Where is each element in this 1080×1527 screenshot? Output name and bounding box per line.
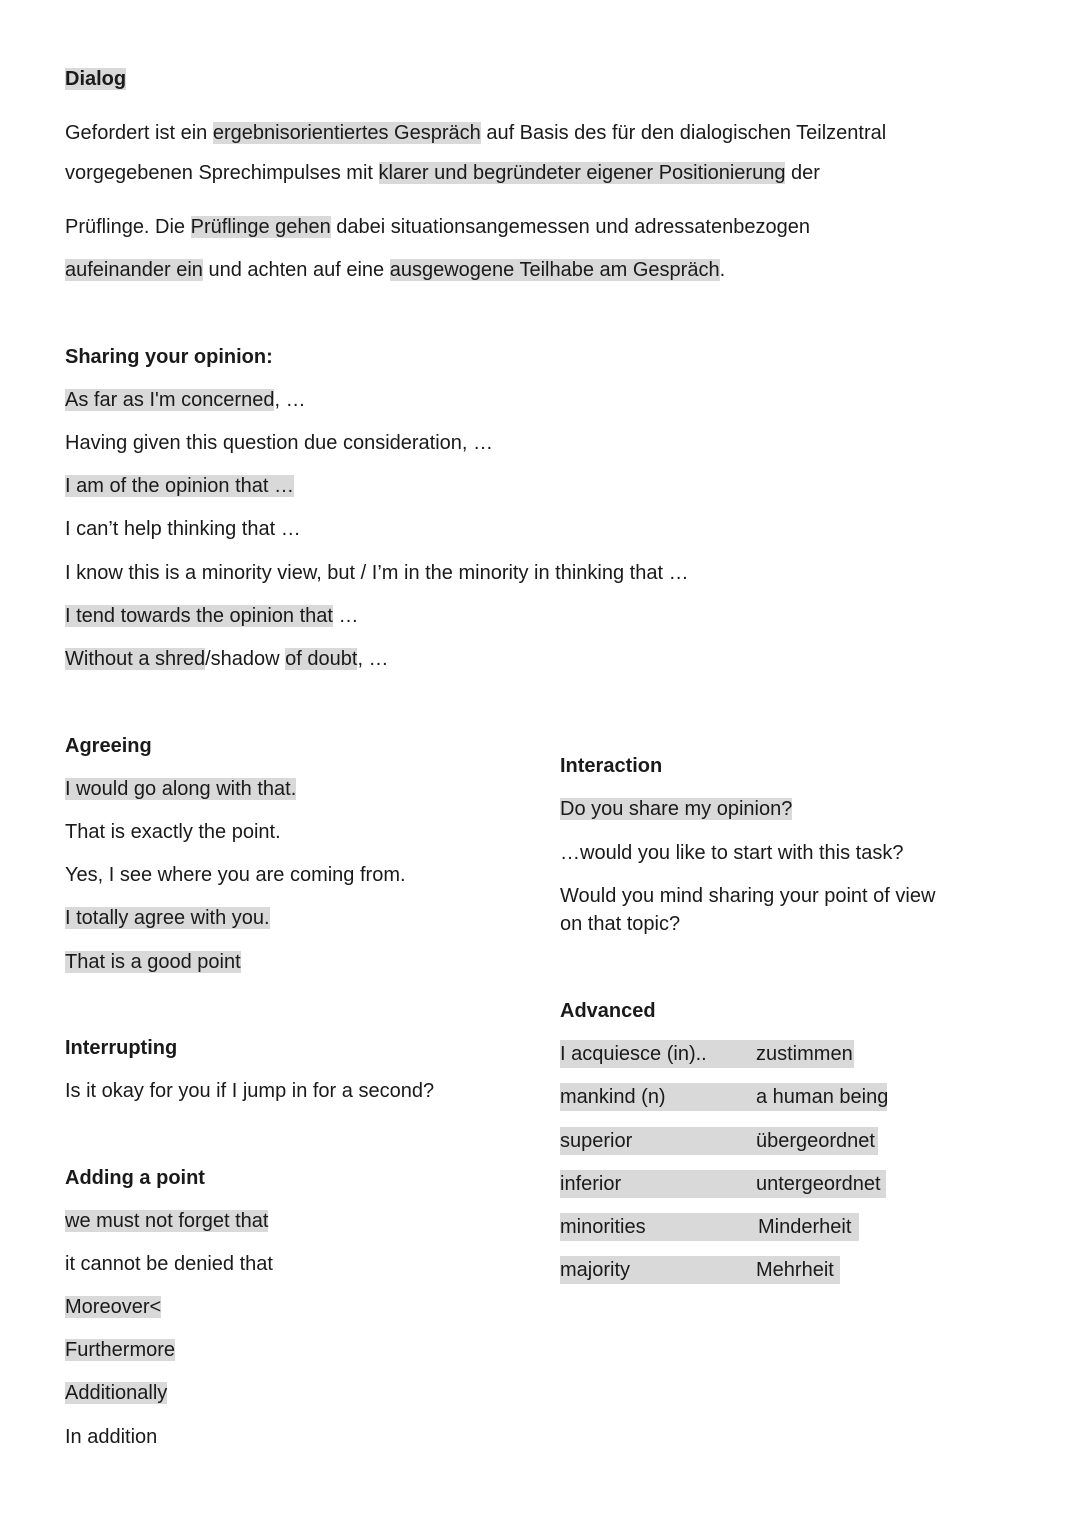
adding-phrase: it cannot be denied that [65,1253,273,1275]
phrase-highlight: That is a good point [65,951,241,973]
phrase-highlight: As far as I'm concerned [65,389,275,411]
adding-phrase [65,1293,161,1321]
vocab-meaning: übergeordnet [756,1127,878,1155]
phrase-text: … [332,605,359,627]
dialog-text: vorgegebenen Sprechimpulses mit [65,162,379,184]
vocab-term: inferior [560,1170,756,1198]
dialog-text: auf Basis des für den dialogischen Teilzentral [480,122,887,144]
opinion-phrase: I can’t help thinking that … [65,518,301,540]
agreeing-phrase [65,948,241,976]
dialog-paragraph-line-3 [65,213,810,241]
phrase-highlight: of doubt [285,648,358,670]
phrase-highlight: Do you share my opinion? [560,798,793,820]
vocab-meaning: a human being [756,1083,887,1111]
phrase-text: , … [357,648,389,670]
dialog-title: Dialog [65,68,127,90]
agreeing-phrase: Yes, I see where you are coming from. [65,864,406,886]
phrase-text: , … [274,389,306,411]
vocab-row [560,1213,859,1241]
phrase-text: /shadow [205,648,286,670]
dialog-paragraph-line-2 [65,159,820,187]
dialog-text: der [785,162,820,184]
dialog-text: dabei situationsangemessen und adressatenbezogen [330,216,810,238]
dialog-text: Prüflinge. Die [65,216,191,238]
agreeing-heading: Agreeing [65,735,152,757]
dialog-heading [65,65,126,93]
opinion-phrase [65,602,359,630]
vocab-term: I acquiesce (in).. [560,1040,756,1068]
interrupting-phrase: Is it okay for you if I jump in for a second? [65,1080,435,1102]
vocab-term: majority [560,1256,756,1284]
dialog-highlight: ausgewogene Teilhabe am Gespräch [389,259,720,281]
phrase-highlight: Moreover< [65,1296,162,1318]
vocab-term: superior [560,1127,756,1155]
opinion-heading: Sharing your opinion: [65,346,273,368]
opinion-phrase [65,386,306,414]
vocab-row [560,1256,840,1284]
adding-phrase [65,1379,167,1407]
opinion-phrase [65,645,389,673]
dialog-text: und achten auf eine [202,259,390,281]
vocab-meaning: untergeordnet [756,1170,886,1198]
advanced-heading: Advanced [560,1000,656,1022]
agreeing-phrase [65,775,296,803]
agreeing-phrase [65,904,270,932]
phrase-highlight: I am of the opinion that … [65,475,295,497]
dialog-highlight: Prüflinge gehen [190,216,331,238]
phrase-highlight: we must not forget that [65,1210,269,1232]
opinion-phrase: Having given this question due consideration, … [65,432,494,454]
phrase-highlight: I tend towards the opinion that [65,605,333,627]
adding-heading: Adding a point [65,1167,205,1189]
interaction-phrase: …would you like to start with this task? [560,842,904,864]
dialog-text: Gefordert ist ein [65,122,213,144]
phrase-highlight: Furthermore [65,1339,176,1361]
interrupting-heading: Interrupting [65,1037,178,1059]
adding-phrase [65,1336,175,1364]
interaction-phrase [560,795,792,823]
dialog-paragraph-line-1 [65,119,886,147]
vocab-row [560,1083,887,1111]
vocab-row [560,1170,886,1198]
dialog-text: . [719,259,726,281]
vocab-row [560,1127,878,1155]
vocab-term: minorities [560,1213,756,1241]
vocab-meaning: Minderheit [756,1213,859,1241]
adding-phrase [65,1207,268,1235]
dialog-highlight: aufeinander ein [65,259,203,281]
phrase-highlight: I totally agree with you. [65,907,270,929]
phrase-highlight: I would go along with that. [65,778,297,800]
dialog-paragraph-line-4 [65,256,725,284]
interaction-heading: Interaction [560,755,663,777]
vocab-term: mankind (n) [560,1083,756,1111]
interaction-phrase: Would you mind sharing your point of view on that topic? [560,885,936,935]
vocab-meaning: zustimmen [756,1040,854,1068]
phrase-highlight: Without a shred [65,648,206,670]
opinion-phrase: I know this is a minority view, but / I’m in the minority in thinking that … [65,562,689,584]
agreeing-phrase: That is exactly the point. [65,821,281,843]
phrase-highlight: Additionally [65,1382,168,1404]
adding-phrase: In addition [65,1426,158,1448]
vocab-meaning: Mehrheit [756,1256,840,1284]
vocab-row [560,1040,854,1068]
dialog-highlight: ergebnisorientiertes Gespräch [212,122,481,144]
opinion-phrase [65,472,294,500]
dialog-highlight: klarer und begründeter eigener Positionierung [378,162,786,184]
